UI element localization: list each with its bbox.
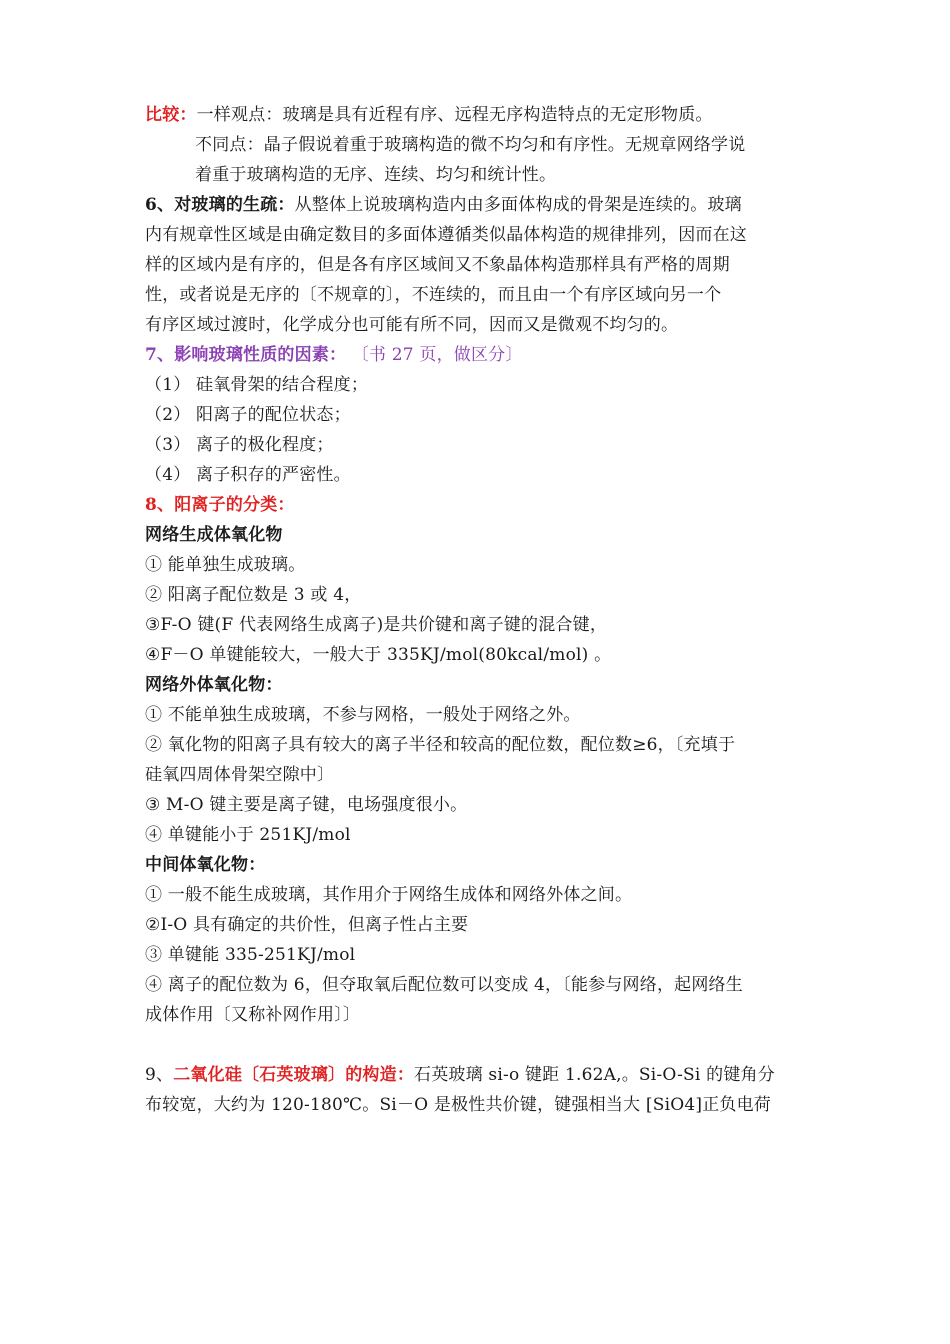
modifier-oxide-title: 网络外体氧化物： [145,675,283,695]
section-7-item: （4） 离子积存的严密性。 [145,465,351,485]
intermediate-oxide-item: ②I-O 具有确定的共价性，但离子性占主要 [145,915,469,935]
intermediate-oxide-item: ① 一般不能生成玻璃，其作用介于网络生成体和网络外体之间。 [145,885,633,905]
section-6-line-2: 内有规章性区域是由确定数目的多面体遵循类似晶体构造的规律排列，因而在这 [145,225,747,245]
section-6-line-3: 样的区域内是有序的，但是各有序区域间又不象晶体构造那样具有严格的周期 [145,255,730,275]
section-8-heading: 8、阳离子的分类： [145,495,295,515]
section-6-line-1 [145,190,815,220]
section-6-heading: 6、对玻璃的生疏： [145,195,295,215]
modifier-oxide-item: ④ 单键能小于 251KJ/mol [145,825,351,845]
compare-line-2: 不同点：晶子假说着重于玻璃构造的微不均匀和有序性。无规章网络学说 [195,135,746,155]
modifier-oxide-item: ① 不能单独生成玻璃，不参与网格，一般处于网络之外。 [145,705,581,725]
modifier-oxide-item: ③ M-O 键主要是离子键，电场强度很小。 [145,795,468,815]
section-9-line-1 [145,1060,815,1090]
intermediate-oxide-item: ③ 单键能 335-251KJ/mol [145,945,356,965]
former-oxide-item: ③F-O 键(F 代表网络生成离子)是共价键和离子键的混合键， [145,615,608,635]
former-oxide-title: 网络生成体氧化物 [145,525,283,545]
modifier-oxide-item: ② 氧化物的阳离子具有较大的离子半径和较高的配位数，配位数≥6，〔充填于 [145,735,736,755]
section-6-line-4: 性，或者说是无序的〔不规章的〕，不连续的，而且由一个有序区域向另一个 [145,285,722,305]
former-oxide-item: ② 阳离子配位数是 3 或 4， [145,585,362,605]
section-7-heading: 7、影响玻璃性质的因素： [145,345,347,365]
section-7-heading-line [145,340,815,370]
section-7-item: （1） 硅氧骨架的结合程度； [145,375,369,395]
compare-line-1 [145,100,815,130]
modifier-oxide-item: 硅氧四周体骨架空隙中〕 [145,765,335,785]
intermediate-oxide-item: 成体作用〔又称补网作用〕〕 [145,1005,361,1025]
document-page [145,100,815,1120]
section-7-item: （2） 阳离子的配位状态； [145,405,351,425]
section-7-item: （3） 离子的极化程度； [145,435,334,455]
paragraph-gap [145,1030,815,1060]
section-9-heading: 二氧化硅〔石英玻璃〕的构造： [173,1065,415,1085]
compare-line-3: 着重于玻璃构造的无序、连续、均匀和统计性。 [195,165,557,185]
section-9-line-2: 布较宽，大约为 120-180℃。Si－O 是极性共价键，键强相当大 [SiO4]正负电荷 [145,1095,771,1115]
section-9-number: 9、 [145,1065,174,1085]
intermediate-oxide-title: 中间体氧化物： [145,855,266,875]
compare-same-text: 一样观点：玻璃是具有近程有序、远程无序构造特点的无定形物质。 [196,105,713,125]
intermediate-oxide-item: ④ 离子的配位数为 6，但夺取氧后配位数可以变成 4，〔能参与网络，起网络生 [145,975,743,995]
section-9-text: 石英玻璃 si-o 键距 1.62A,。Si-O-Si 的键角分 [414,1065,775,1085]
former-oxide-item: ① 能单独生成玻璃。 [145,555,306,575]
section-7-note: 〔书 27 页，做区分〕 [360,345,523,365]
former-oxide-item: ④F－O 单键能较大，一般大于 335KJ/mol(80kcal/mol) 。 [145,645,612,665]
section-6-line-5: 有序区域过渡时，化学成分也可能有所不同，因而又是微观不均匀的。 [145,315,679,335]
section-6-text: 从整体上说玻璃构造内由多面体构成的骨架是连续的。玻璃 [294,195,742,215]
compare-label: 比较： [145,105,197,125]
